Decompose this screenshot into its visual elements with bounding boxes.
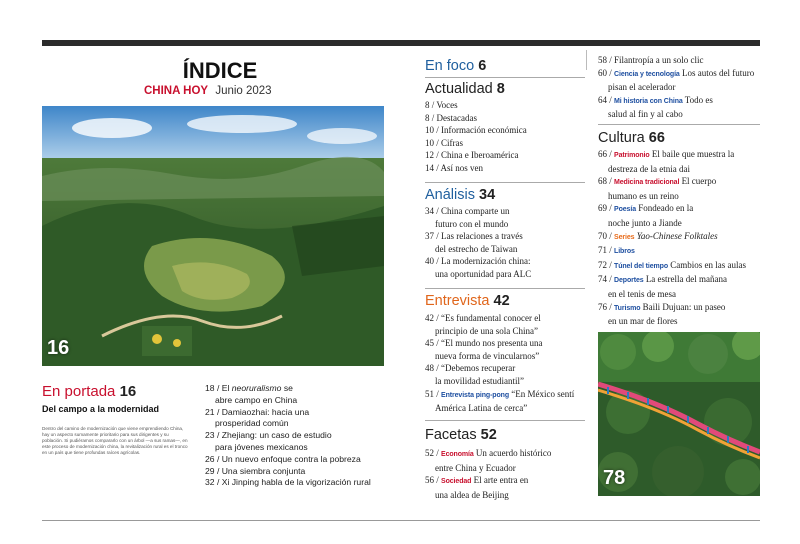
list-item[interactable]: 64 / Mi historia con China Todo es salud al fin y al cabo xyxy=(598,94,713,120)
column-divider xyxy=(586,50,587,70)
list-item[interactable]: 10 / Información económica xyxy=(425,125,527,136)
magazine-issue xyxy=(144,85,272,97)
divider xyxy=(425,288,585,289)
category-tag: Turismo xyxy=(614,304,641,312)
list-item[interactable]: 37 / Las relaciones a través del estrecho de Taiwan xyxy=(425,231,523,254)
divider xyxy=(598,124,760,125)
list-item[interactable]: 45 / “El mundo nos presenta una nueva forma de vincularnos” xyxy=(425,338,543,361)
list-item[interactable]: 8 / Voces xyxy=(425,100,458,110)
list-item[interactable]: 26 / Un nuevo enfoque contra la pobreza xyxy=(205,453,361,464)
list-item[interactable]: 76 / Turismo Baili Dujuan: un paseo en un mar de flores xyxy=(598,301,726,327)
list-item[interactable]: 34 / China comparte un futuro con el mundo xyxy=(425,206,510,229)
category-tag: Poesía xyxy=(614,206,636,214)
list-item[interactable]: 69 / Poesía Fondeado en la noche junto a Jiande xyxy=(598,203,694,228)
list-item[interactable]: 18 / El neoruralismo se abre campo en China xyxy=(205,383,298,405)
list-item[interactable]: 10 / Cifras xyxy=(425,137,463,148)
cultura-list xyxy=(598,148,746,328)
list-item[interactable]: 52 / Economía Un acuerdo histórico entre China y Ecuador xyxy=(425,448,552,473)
list-item[interactable]: 66 / Patrimonio El baile que muestra la destreza de la etnia dai xyxy=(598,149,735,174)
section-page: 16 xyxy=(119,383,137,400)
list-item[interactable]: 70 / Series Yao-Chinese Folktales xyxy=(598,230,718,241)
list-item[interactable]: 60 / Ciencia y tecnología Los autos del futuro pisan el acelerador xyxy=(598,67,755,93)
list-item[interactable]: 23 / Zhejiang: un caso de estudio para jóvenes mexicanos xyxy=(205,430,332,452)
divider xyxy=(425,77,585,78)
culture-photo xyxy=(598,332,760,496)
list-item[interactable]: 74 / Deportes La estrella del mañana en el tenis de mesa xyxy=(598,274,728,299)
facetas-list xyxy=(425,447,551,501)
section-actualidad-heading: Actualidad 8 xyxy=(425,81,505,97)
section-facetas-heading: Facetas 52 xyxy=(425,427,497,443)
culture-page-number: 78 xyxy=(603,467,626,489)
category-tag: Túnel del tiempo xyxy=(614,262,669,270)
divider xyxy=(425,182,585,183)
divider xyxy=(425,420,585,421)
actualidad-list xyxy=(425,99,527,175)
portada-subtitle: Del campo a la modernidad xyxy=(42,404,160,414)
portada-list xyxy=(205,383,371,489)
portada-summary: Dentro del camino de modernización que viene emprendiendo China, hay un aspecto sumamente prioritario para sus dirigentes y su población. Si pudiéramos compararlo con un árbol —a sus ramas—, en este proceso de modernización china, la revitalización rural es el tronco en un país que tiene profundas raíces agrícolas. xyxy=(42,426,188,456)
category-tag: Series xyxy=(614,233,635,241)
section-title: En portada xyxy=(42,383,116,400)
list-item[interactable]: 51 / Entrevista ping-pong “En México sentí América Latina de cerca” xyxy=(425,388,575,414)
bottom-rule xyxy=(42,520,760,521)
list-item[interactable]: 68 / Medicina tradicional El cuerpo humano es un reino xyxy=(598,176,717,201)
category-tag: Entrevista ping-pong xyxy=(441,391,510,399)
cover-page-number: 16 xyxy=(47,337,70,359)
list-item[interactable]: 40 / La modernización china: una oportunidad para ALC xyxy=(425,256,532,279)
section-entrevista-heading: Entrevista 42 xyxy=(425,293,510,309)
list-item[interactable]: 48 / “Debemos recuperar la movilidad estudiantil” xyxy=(425,363,524,386)
issue-date: Junio 2023 xyxy=(215,85,272,97)
category-tag: Sociedad xyxy=(441,478,472,486)
list-item[interactable]: 71 / Libros xyxy=(598,245,635,256)
list-item[interactable]: 14 / Así nos ven xyxy=(425,162,484,173)
cover-photo xyxy=(42,106,384,366)
section-analisis-heading: Análisis 34 xyxy=(425,187,496,203)
list-item[interactable]: 56 / Sociedad El arte entra en una aldea de Beijing xyxy=(425,475,529,500)
category-tag: Ciencia y tecnología xyxy=(614,70,680,78)
section-en-portada-heading xyxy=(42,383,136,400)
category-tag: Mi historia con China xyxy=(614,97,683,105)
category-tag: Economía xyxy=(441,451,474,458)
right-top-list xyxy=(598,54,754,121)
list-item[interactable]: 12 / China e Iberoamérica xyxy=(425,150,519,161)
list-item[interactable]: 29 / Una siembra conjunta xyxy=(205,465,306,476)
brand-name: CHINA HOY xyxy=(144,85,209,97)
list-item[interactable]: 72 / Túnel del tiempo Cambios en las aulas xyxy=(598,259,747,270)
analisis-list xyxy=(425,205,531,281)
entrevista-list xyxy=(425,312,574,415)
top-rule xyxy=(42,40,760,46)
category-tag: Deportes xyxy=(614,277,644,285)
category-tag: Medicina tradicional xyxy=(614,179,680,187)
list-item[interactable]: 32 / Xi Jinping habla de la vigorización rural xyxy=(205,477,371,488)
list-item[interactable]: 58 / Filantropía a un solo clic xyxy=(598,55,704,65)
section-en-foco-heading: En foco 6 xyxy=(425,58,487,74)
category-tag: Patrimonio xyxy=(614,152,650,159)
list-item[interactable]: 42 / “Es fundamental conocer el principio de una sola China” xyxy=(425,313,541,336)
page-title: ÍNDICE xyxy=(182,58,258,83)
category-tag: Libros xyxy=(614,248,635,256)
list-item[interactable]: 8 / Destacadas xyxy=(425,112,477,123)
section-cultura-heading: Cultura 66 xyxy=(598,130,665,146)
list-item[interactable]: 21 / Damiaozhai: hacia una prosperidad común xyxy=(205,406,310,429)
